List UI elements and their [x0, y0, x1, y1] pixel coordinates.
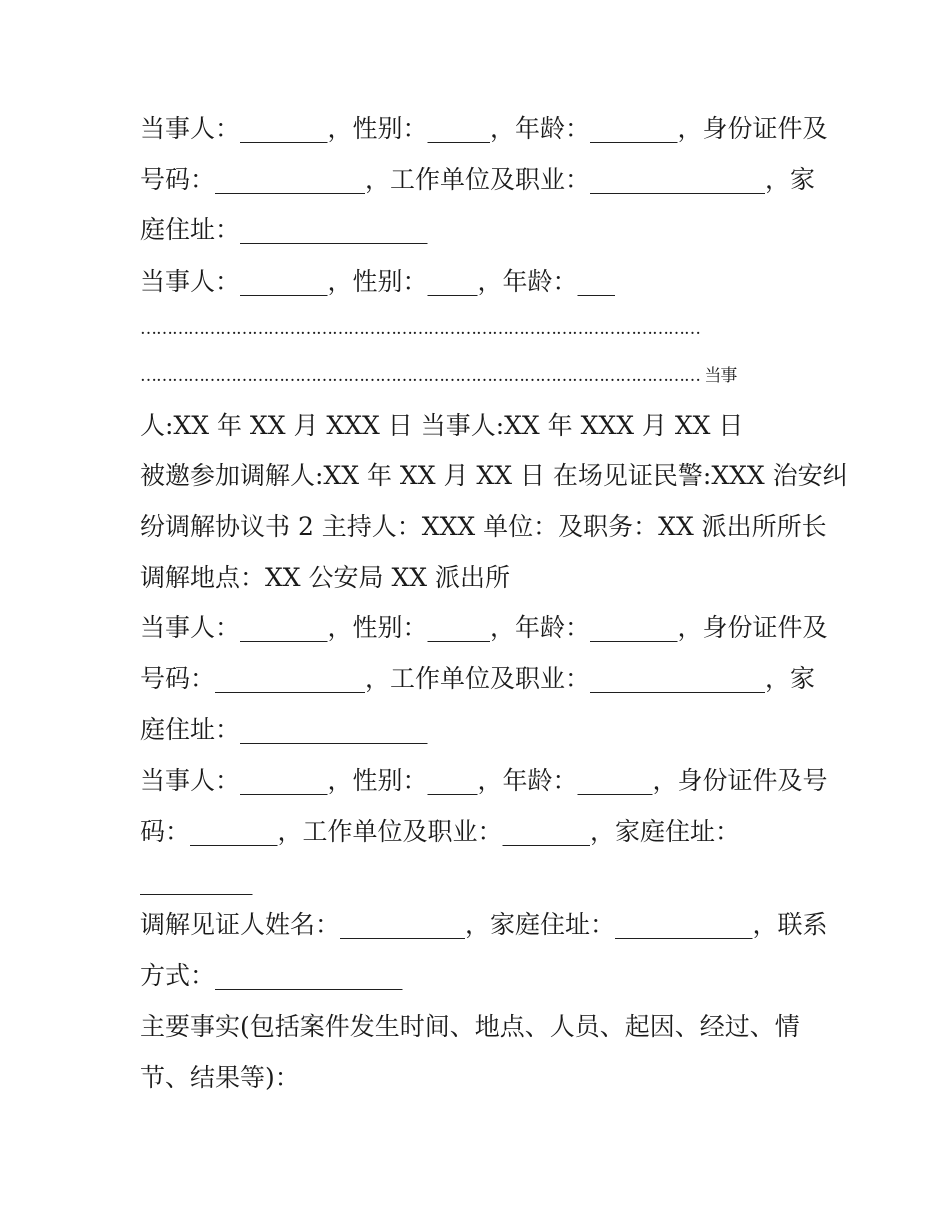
text-line: 当事人：_______，性别：____，年龄：______，身份证件及号: [140, 766, 828, 795]
text-line: 号码：____________，工作单位及职业：______________，家: [140, 664, 816, 693]
text-line: 调解地点：XX 公安局 XX 派出所: [140, 563, 511, 592]
text-line: 被邀参加调解人:XX 年 XX 月 XX 日 在场见证民警:XXX 治安纠: [140, 461, 848, 490]
text-line: 人:XX 年 XX 月 XXX 日 当事人:XX 年 XXX 月 XX 日: [140, 411, 744, 440]
text-line: 主要事实(包括案件发生时间、地点、人员、起因、经过、情: [140, 1012, 800, 1041]
dotted-line: …………………………………………………………………………………………… 当事: [140, 366, 737, 386]
text-line: 码：_______，工作单位及职业：_______，家庭住址：: [140, 817, 741, 846]
text-line: 调解见证人姓名：__________，家庭住址：___________，联系: [140, 910, 828, 939]
text-line: 纷调解协议书 2 主持人：XXX 单位：及职务：XX 派出所所长: [140, 512, 827, 541]
text-line: 庭住址：_______________: [140, 715, 428, 744]
text-line: 当事人：_______，性别：____，年龄：___: [140, 267, 616, 296]
text-line: 当事人：_______，性别：_____，年龄：_______，身份证件及: [140, 613, 828, 642]
text-line: 当事人：_______，性别：_____，年龄：_______，身份证件及: [140, 114, 828, 143]
text-line: _________: [140, 866, 253, 895]
text-line: 庭住址：_______________: [140, 215, 428, 244]
text-line: 方式：_______________: [140, 961, 403, 990]
text-line: 号码：____________，工作单位及职业：______________，家: [140, 165, 816, 194]
dotted-line: ……………………………………………………………………………………………: [140, 319, 700, 339]
text-line: 节、结果等)：: [140, 1063, 300, 1092]
